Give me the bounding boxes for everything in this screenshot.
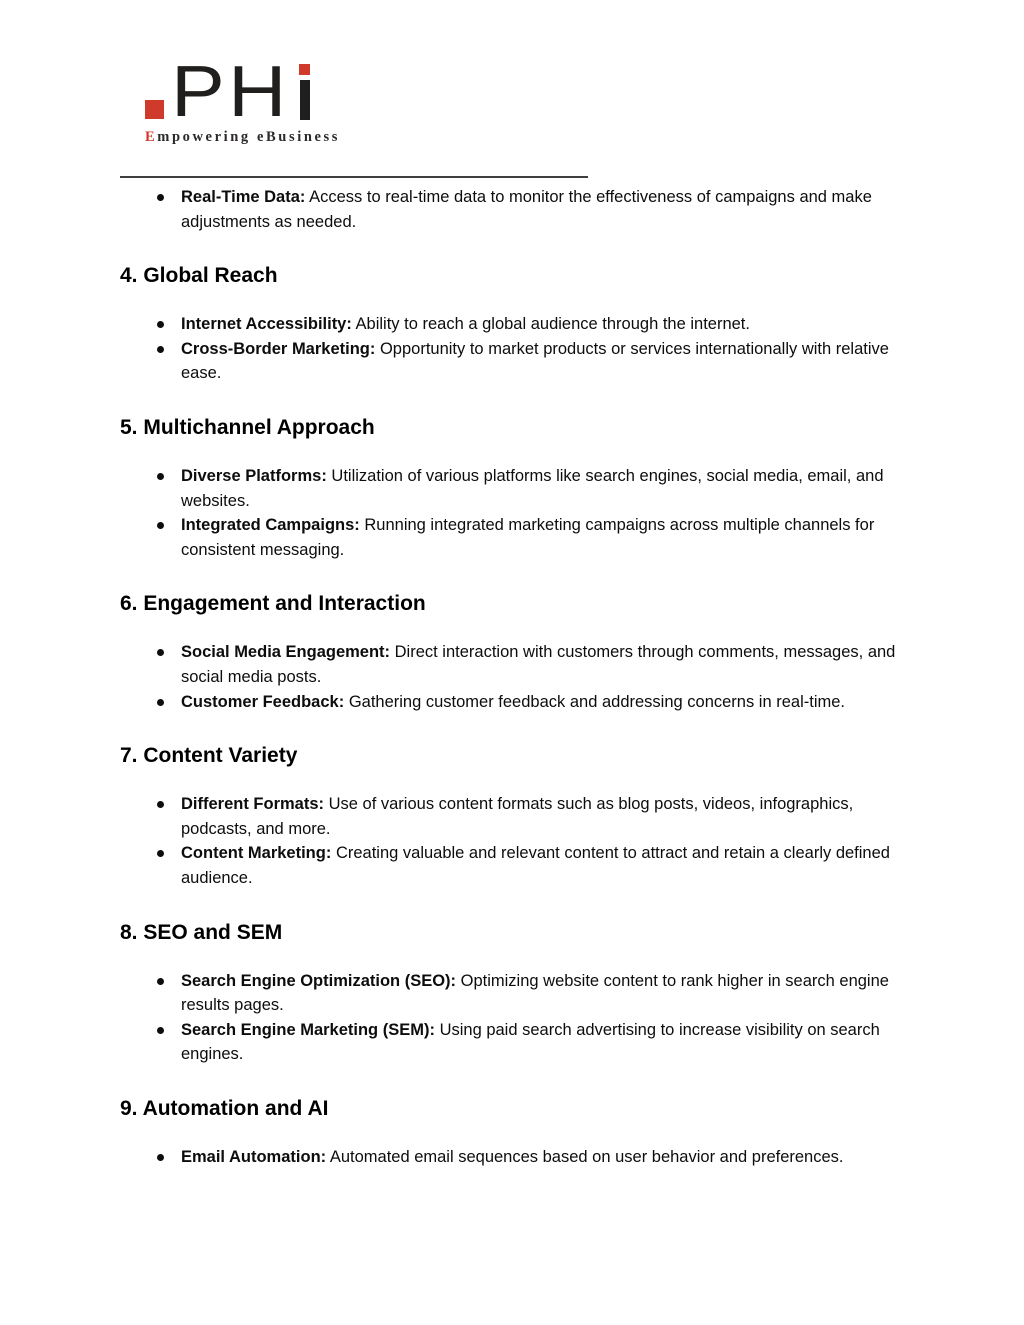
bullet-item	[120, 513, 904, 562]
bullet-label: Diverse Platforms:	[181, 466, 327, 485]
bullet-text: Use of various content formats such as blog posts, videos, infographics, podcasts, and more.	[181, 795, 854, 838]
bullet-dot-icon	[157, 346, 164, 353]
section-heading: 9. Automation and AI	[120, 1096, 329, 1120]
bullet-dot-icon	[157, 473, 164, 480]
logo-red-square-icon	[145, 100, 164, 119]
bullet-dot-icon	[157, 194, 164, 201]
logo-letters: PH	[171, 52, 290, 132]
bullet-label: Cross-Border Marketing:	[181, 339, 376, 358]
bullet-text: Optimizing website content to rank higher in search engine results pages.	[181, 971, 889, 1015]
section-heading: 4. Global Reach	[120, 264, 278, 288]
bullet-item	[120, 690, 904, 715]
bullet-text: Creating valuable and relevant content to attract and retain a clearly defined audience.	[181, 844, 890, 887]
bullet-label: Email Automation:	[181, 1147, 327, 1166]
bullet-item	[120, 969, 904, 1018]
bullet-text: Using paid search advertising to increase visibility on search engines.	[181, 1020, 880, 1064]
bullet-list	[120, 185, 904, 234]
bullet-dot-icon	[157, 321, 164, 328]
bullet-dot-icon	[157, 649, 164, 656]
section-heading: 6. Engagement and Interaction	[120, 592, 426, 616]
bullet-dot-icon	[157, 1154, 164, 1161]
logo-i-stem	[300, 80, 310, 120]
bullet-text: Running integrated marketing campaigns across multiple channels for consistent messaging.	[181, 516, 875, 559]
bullet-list	[120, 1145, 904, 1170]
bullet-label: Real-Time Data:	[181, 188, 306, 206]
bullet-label: Internet Accessibility:	[181, 315, 352, 334]
bullet-item	[120, 312, 904, 337]
section-heading: 7. Content Variety	[120, 744, 298, 768]
bullet-item	[120, 640, 904, 689]
tagline-rest: mpowering eBusiness	[157, 129, 341, 145]
bullet-item	[120, 1018, 904, 1067]
bullet-text: Automated email sequences based on user behavior and preferences.	[329, 1147, 844, 1166]
phi-logo-wordmark	[145, 52, 375, 132]
bullet-item	[120, 464, 904, 513]
logo-letter-i	[299, 64, 310, 120]
bullet-dot-icon	[157, 978, 164, 985]
bullet-dot-icon	[157, 699, 164, 706]
bullet-text: Utilization of various platforms like search engines, social media, email, and websites.	[181, 466, 884, 510]
bullet-label: Content Marketing:	[181, 844, 332, 863]
bullet-dot-icon	[157, 1027, 164, 1034]
bullet-label: Different Formats:	[181, 795, 325, 814]
bullet-list	[120, 792, 904, 890]
section-heading: 5. Multichannel Approach	[120, 415, 375, 439]
section-heading: 8. SEO and SEM	[120, 920, 283, 944]
logo-i-red-dot-icon	[299, 64, 310, 75]
bullet-dot-icon	[157, 522, 164, 529]
bullet-item	[120, 792, 904, 841]
bullet-label: Search Engine Marketing (SEM):	[181, 1020, 435, 1039]
bullet-list	[120, 464, 904, 562]
bullet-text: Ability to reach a global audience through the internet.	[355, 315, 750, 334]
horizontal-divider	[120, 176, 588, 178]
bullet-list	[120, 312, 904, 386]
bullet-text: Opportunity to market products or services internationally with relative ease.	[181, 339, 889, 383]
bullet-label: Customer Feedback:	[181, 692, 345, 711]
bullet-label: Social Media Engagement:	[181, 643, 391, 662]
bullet-dot-icon	[157, 801, 164, 808]
bullet-text: Access to real-time data to monitor the effectiveness of campaigns and make adjustments as needed.	[181, 188, 872, 231]
bullet-label: Search Engine Optimization (SEO):	[181, 971, 457, 990]
bullet-list	[120, 969, 904, 1067]
bullet-item	[120, 1145, 904, 1170]
bullet-label: Integrated Campaigns:	[181, 516, 360, 535]
bullet-list	[120, 640, 904, 714]
bullet-text: Direct interaction with customers through comments, messages, and social media posts.	[181, 643, 896, 686]
tagline-initial: E	[145, 129, 158, 145]
bullet-item	[120, 337, 904, 386]
document-body	[120, 185, 904, 1169]
phi-logo	[145, 52, 375, 146]
bullet-item	[120, 841, 904, 890]
bullet-dot-icon	[157, 850, 164, 857]
bullet-text: Gathering customer feedback and addressing concerns in real-time.	[348, 692, 845, 711]
bullet-item	[120, 185, 904, 234]
